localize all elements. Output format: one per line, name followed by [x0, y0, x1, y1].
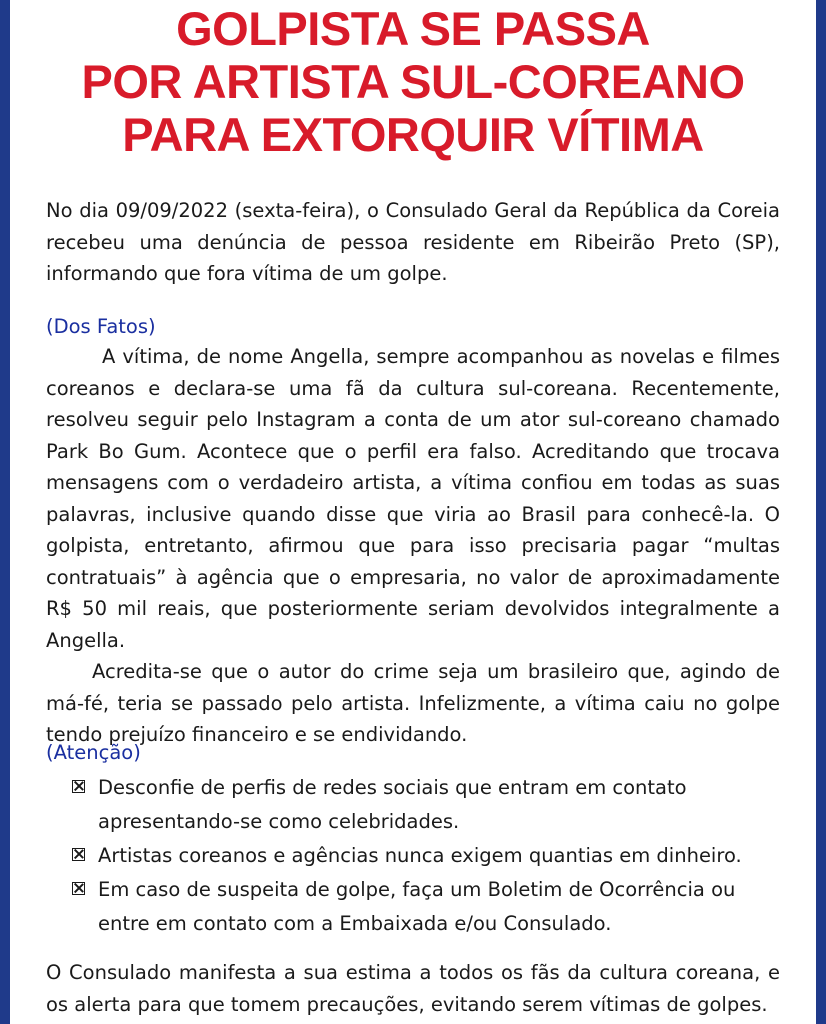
list-item: [72, 839, 772, 873]
checkbox-x-icon: [72, 882, 85, 895]
list-item-text: Em caso de suspeita de golpe, faça um Boletim de Ocorrência ou entre em contato com a Embaixada e/ou Consulado.: [98, 878, 736, 935]
facts-heading: (Dos Fatos): [46, 315, 156, 338]
list-item: [72, 771, 772, 839]
list-item: [72, 873, 772, 941]
list-item-text: Desconfie de perfis de redes sociais que entram em contato apresentando-se como celebridades.: [98, 776, 687, 833]
headline-line-3: PARA EXTORQUIR VÍTIMA: [122, 108, 704, 161]
attention-list: [72, 771, 772, 941]
facts-paragraph-2: Acredita-se que o autor do crime seja um brasileiro que, agindo de má-fé, teria se passado pelo artista. Infelizmente, a vítima caiu no golpe tendo prejuízo financeiro e se endividando.: [46, 660, 780, 746]
checkbox-x-icon: [72, 780, 85, 793]
headline-line-2: POR ARTISTA SUL-COREANO: [81, 55, 745, 108]
headline: [20, 2, 806, 161]
attention-heading: (Atenção): [46, 741, 141, 764]
closing-paragraph: O Consulado manifesta a sua estima a todos os fãs da cultura coreana, e os alerta para que tomem precauções, evitando serem vítimas de golpes.: [46, 961, 780, 1016]
intro-paragraph: No dia 09/09/2022 (sexta-feira), o Consulado Geral da República da Coreia recebeu uma denúncia de pessoa residente em Ribeirão Preto (SP), informando que fora vítima de um golpe.: [46, 199, 780, 285]
list-item-text: Artistas coreanos e agências nunca exigem quantias em dinheiro.: [98, 844, 742, 867]
checkbox-x-icon: [72, 848, 85, 861]
right-blue-border: [816, 0, 826, 1024]
left-blue-border: [0, 0, 10, 1024]
headline-line-1: GOLPISTA SE PASSA: [176, 2, 650, 55]
facts-section: [46, 341, 780, 751]
facts-paragraph-1: A vítima, de nome Angella, sempre acompanhou as novelas e filmes coreanos e declara-se uma fã da cultura sul-coreana. Recentemente, resolveu seguir pelo Instagram a conta de um ator sul-coreano chamado Park Bo Gum. Acontece que o perfil era falso. Acreditando que trocava mensagens com o verdadeiro artista, a vítima confiou em todas as suas palavras, inclusive quando disse que viria ao Brasil para conhecê-la. O golpista, entretanto, afirmou que para isso precisaria pagar “multas contratuais” à agência que o empresaria, no valor de aproximadamente R$ 50 mil reais, que posteriormente seriam devolvidos integralmente a Angella.: [46, 345, 780, 652]
